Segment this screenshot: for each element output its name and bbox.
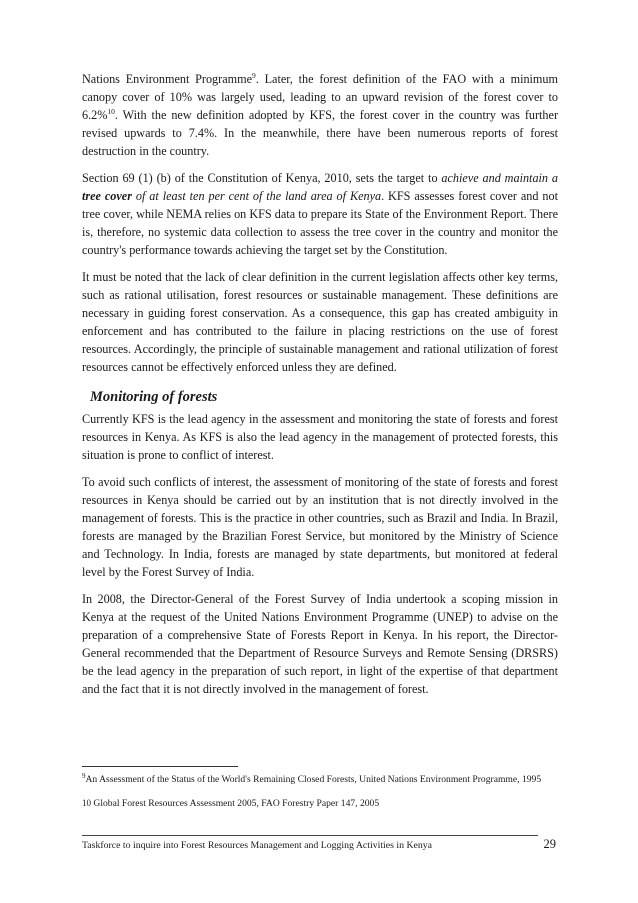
- paragraph-forest-cover-history: [82, 70, 558, 160]
- text-run-italic: achieve and maintain a: [441, 171, 558, 185]
- footnote-mark: 10: [82, 798, 91, 808]
- footnote-ref-10[interactable]: 10: [107, 106, 115, 116]
- text-run-bold-italic: tree cover: [82, 189, 132, 203]
- paragraph-constitution-target: [82, 169, 558, 259]
- footnote-text: Global Forest Resources Assessment 2005, FAO Forestry Paper 147, 2005: [91, 798, 380, 809]
- text-run-italic: of at least ten per cent of the land area of Kenya: [131, 189, 382, 203]
- footnote-text: An Assessment of the Status of the World's Remaining Closed Forests, United Nations Environment Programme, 1995: [85, 774, 542, 785]
- text-run: . KFS assesses forest cover and not tree cover, while NEMA relies on KFS data to prepare its State of the Environment Report. There is, therefore, no systemic data collection to assess the tree cover in the country and monitor the country's performance towards achieving the target set by the Constitution.: [82, 189, 558, 257]
- text-run: Nations Environment Programme: [82, 72, 252, 86]
- footnote-ref-9[interactable]: 9: [252, 70, 256, 80]
- section-heading-monitoring: Monitoring of forests: [90, 389, 218, 405]
- footnote-divider: [82, 766, 238, 767]
- paragraph-scoping-mission: In 2008, the Director-General of the Forest Survey of India undertook a scoping mission in Kenya at the request of the United Nations Environment Programme (UNEP) to advise on the preparation of a comprehensive State of Forests Report in Kenya. In his report, the Director-General recommended that the Department of Resource Surveys and Remote Sensing (DRSRS) be the lead agency in the preparation of such report, in light of the expertise of that department and the fact that it is not directly involved in the management of forest.: [82, 592, 558, 696]
- text-run: . With the new definition adopted by KFS, the forest cover in the country was further revised upwards to 7.4%. In the meanwhile, there have been numerous reports of forest destruction in the country.: [82, 108, 558, 158]
- text-run: Section 69 (1) (b) of the Constitution of Kenya, 2010, sets the target to: [82, 171, 442, 185]
- footnote-mark: 9: [82, 771, 86, 780]
- footnote-10: [82, 796, 558, 811]
- footer-title: Taskforce to inquire into Forest Resources Management and Logging Activities in Kenya: [82, 840, 433, 851]
- footer-divider: [82, 835, 538, 836]
- paragraph-conflict-of-interest: To avoid such conflicts of interest, the assessment of monitoring of the state of forests and forest resources in Kenya should be carried out by an institution that is not directly involved in the management of forests. This is the practice in other countries, such as Brazil and India. In Brazil, forests are managed by the Brazilian Forest Service, but monitored by the Ministry of Science and Technology. In India, forests are managed by state departments, but monitored at federal level by the Forest Survey of India.: [82, 475, 558, 579]
- paragraph-definition-gap: It must be noted that the lack of clear definition in the current legislation affects other key terms, such as rational utilisation, forest resources or sustainable management. These definitions are necessary in guiding forest conservation. As a consequence, this gap has created ambiguity in enforcement and has contributed to the failure in placing restrictions on the use of forest resources. Accordingly, the principle of sustainable management and rational utilization of forest resources cannot be effectively enforced unless they are defined.: [82, 270, 558, 374]
- page-number: 29: [543, 837, 556, 851]
- paragraph-kfs-lead-agency: Currently KFS is the lead agency in the assessment and monitoring the state of forests and forest resources in Kenya. As KFS is also the lead agency in the management of protected forests, this situation is prone to conflict of interest.: [82, 412, 558, 462]
- page-body: [82, 70, 558, 707]
- footnotes: [82, 772, 558, 820]
- footnote-9: [82, 772, 558, 787]
- text-run: . Later, the forest definition of the FAO with a minimum canopy cover of 10% was largely used, leading to an upward revision of the forest cover to 6.2%: [82, 72, 558, 122]
